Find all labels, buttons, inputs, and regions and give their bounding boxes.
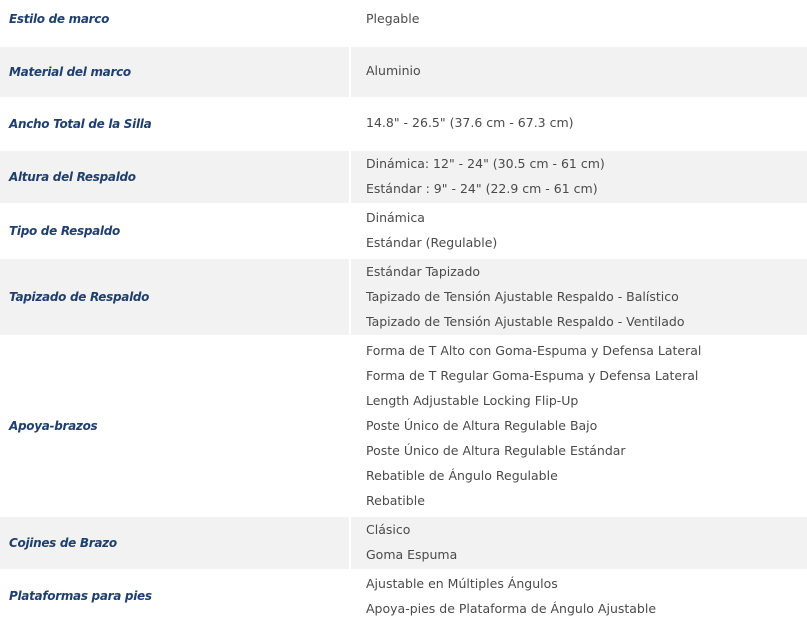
spec-value: Poste Único de Altura Regulable Estándar (366, 443, 626, 458)
spec-label-cell (0, 336, 349, 516)
spec-label: Apoya-brazos (9, 419, 98, 433)
spec-value: Length Adjustable Locking Flip-Up (366, 393, 579, 408)
spec-label-cell (0, 203, 349, 258)
spec-value-cell (351, 203, 807, 258)
spec-value: Dinámica: 12" - 24" (30.5 cm - 61 cm) (366, 156, 605, 171)
spec-value-cell (351, 151, 807, 203)
spec-value: Apoya-pies de Plataforma de Ángulo Ajustable (366, 601, 657, 616)
spec-value: Tapizado de Tensión Ajustable Respaldo - Balístico (366, 289, 679, 304)
spec-value-cell (351, 97, 807, 150)
spec-label-cell (0, 517, 349, 569)
spec-value: Dinámica (366, 210, 425, 225)
spec-label-cell (0, 47, 349, 97)
spec-label: Estilo de marco (9, 12, 110, 26)
spec-value-cell (351, 517, 807, 569)
spec-value: Estándar Tapizado (366, 264, 481, 279)
spec-value: Rebatible (366, 493, 425, 508)
spec-value-cell (351, 569, 807, 623)
spec-value-cell (351, 259, 807, 335)
spec-row-footplates (0, 569, 807, 623)
spec-value-cell (351, 336, 807, 516)
spec-label: Material del marco (9, 65, 131, 79)
spec-row-backrest-upholstery (0, 259, 807, 335)
spec-label-cell (0, 569, 349, 623)
spec-value: Goma Espuma (366, 547, 458, 562)
spec-row-armrests (0, 336, 807, 516)
spec-label: Altura del Respaldo (9, 170, 136, 184)
spec-value-cell (351, 0, 807, 45)
spec-label: Tapizado de Respaldo (9, 290, 150, 304)
spec-row-total-width (0, 97, 807, 150)
spec-row-frame-style (0, 0, 807, 45)
spec-label: Cojines de Brazo (9, 536, 117, 550)
spec-value: Forma de T Alto con Goma-Espuma y Defensa Lateral (366, 343, 702, 358)
spec-row-backrest-height (0, 151, 807, 203)
spec-row-backrest-type (0, 203, 807, 258)
spec-label: Ancho Total de la Silla (9, 116, 152, 131)
spec-value: Tapizado de Tensión Ajustable Respaldo - Ventilado (366, 314, 685, 329)
spec-value: Forma de T Regular Goma-Espuma y Defensa Lateral (366, 368, 699, 383)
spec-label-cell (0, 259, 349, 335)
spec-label-cell (0, 97, 349, 150)
spec-label-cell (0, 0, 349, 45)
spec-value: 14.8" - 26.5" (37.6 cm - 67.3 cm) (366, 115, 574, 130)
spec-row-frame-material (0, 47, 807, 97)
spec-value: Estándar (Regulable) (366, 235, 498, 250)
spec-label-cell (0, 151, 349, 203)
spec-value: Clásico (366, 522, 411, 537)
spec-value: Plegable (366, 11, 420, 26)
spec-row-arm-pads (0, 517, 807, 569)
spec-label: Plataformas para pies (9, 589, 152, 603)
spec-value-cell (351, 47, 807, 97)
spec-value: Poste Único de Altura Regulable Bajo (366, 418, 598, 433)
spec-value: Ajustable en Múltiples Ángulos (366, 576, 558, 591)
spec-value: Estándar : 9" - 24" (22.9 cm - 61 cm) (366, 181, 598, 196)
spec-value: Aluminio (366, 63, 421, 78)
spec-label: Tipo de Respaldo (9, 223, 120, 238)
spec-value: Rebatible de Ángulo Regulable (366, 468, 558, 483)
